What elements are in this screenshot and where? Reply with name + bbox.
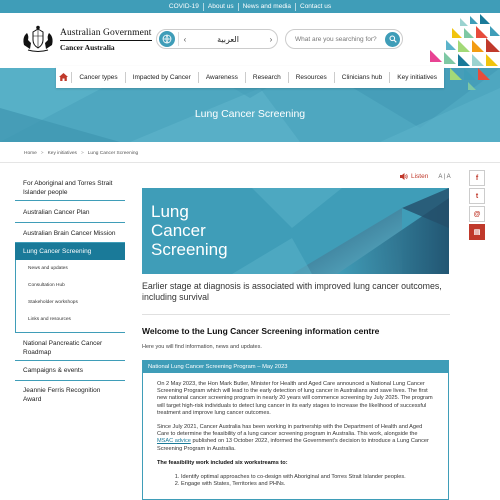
- program-body: [143, 373, 448, 496]
- breadcrumb-key-initiatives[interactable]: Key initiatives: [47, 151, 77, 156]
- language-prev-button[interactable]: ‹: [183, 34, 187, 44]
- program-paragraph: [157, 424, 434, 453]
- welcome-heading: Welcome to the Lung Cancer Screening information centre: [142, 326, 380, 336]
- logo-government-text: Australian Government: [60, 28, 152, 41]
- language-selector[interactable]: [156, 29, 278, 49]
- facebook-share-button[interactable]: [469, 170, 485, 186]
- breadcrumb-separator: >: [80, 151, 84, 156]
- utility-link-news[interactable]: News and media: [239, 3, 296, 11]
- search-icon: [389, 35, 397, 43]
- banner-title-line: Screening: [151, 240, 228, 259]
- email-icon: @: [473, 210, 481, 218]
- nav-item-key-initiatives[interactable]: Key initiatives: [389, 72, 444, 83]
- sidebar-sub-links[interactable]: Links and resources: [28, 317, 71, 322]
- program-heading: National Lung Cancer Screening Program – May 2023: [143, 361, 448, 373]
- nav-item-impacted[interactable]: Impacted by Cancer: [125, 72, 198, 83]
- search-box: [285, 29, 403, 49]
- workstreams-title: The feasibility work included six workstreams to:: [157, 459, 288, 466]
- sidebar-sub-news[interactable]: News and updates: [28, 266, 68, 271]
- welcome-subtitle: Here you will find information, news and updates.: [142, 344, 262, 350]
- language-label[interactable]: العربية: [217, 34, 239, 44]
- breadcrumb-current: Lung Cancer Screening: [87, 151, 139, 156]
- sidebar-item-brain-cancer[interactable]: Australian Brain Cancer Mission: [15, 223, 125, 243]
- listen-button[interactable]: Listen: [411, 173, 429, 180]
- msac-advice-link[interactable]: MSAC advice: [157, 438, 191, 445]
- list-item: 2. Engage with States, Territories and PHNs.: [181, 481, 434, 488]
- list-item: 1. Identify optimal approaches to co-design with Aboriginal and Torres Strait Islander peoples.: [181, 474, 434, 481]
- email-share-button[interactable]: [469, 206, 485, 222]
- text-size-toggle[interactable]: A | A: [438, 173, 451, 180]
- sidebar-subnav: [15, 260, 125, 333]
- sidebar-item-jeannie-ferris[interactable]: Jeannie Ferris Recognition Award: [23, 387, 101, 403]
- nav-item-resources[interactable]: Resources: [288, 72, 334, 83]
- nav-item-cancer-types[interactable]: Cancer types: [71, 72, 124, 83]
- twitter-icon: t: [475, 192, 479, 200]
- sidebar-sub-consultation[interactable]: Consultation Hub: [28, 283, 65, 288]
- main-navigation: [56, 66, 444, 88]
- sidebar-item-cancer-plan[interactable]: Australian Cancer Plan: [15, 201, 125, 223]
- utility-link-contact[interactable]: Contact us: [300, 2, 332, 10]
- sidebar-item-pancreatic[interactable]: National Pancreatic Cancer Roadmap: [15, 333, 125, 361]
- nav-item-research[interactable]: Research: [245, 72, 288, 83]
- sidebar-item-aboriginal[interactable]: For Aboriginal and Torres Strait Islander people: [15, 176, 125, 201]
- language-next-button[interactable]: ›: [269, 34, 273, 44]
- workstreams-list: [157, 474, 434, 488]
- breadcrumb-home[interactable]: Home: [24, 151, 37, 156]
- banner-title-line: Cancer: [151, 221, 206, 240]
- nav-item-clinicians-hub[interactable]: Clinicians hub: [334, 72, 389, 83]
- utility-link-about[interactable]: About us: [204, 3, 239, 11]
- breadcrumb: [24, 151, 138, 156]
- site-logo[interactable]: [20, 25, 152, 55]
- breadcrumb-separator: >: [40, 151, 44, 156]
- print-icon: ▤: [473, 229, 481, 236]
- sidebar-item-campaigns[interactable]: Campaigns & events: [15, 361, 125, 381]
- print-button[interactable]: [469, 224, 485, 240]
- banner-title: [151, 202, 228, 259]
- section-divider: [142, 314, 450, 315]
- program-paragraph-text: Since July 2021, Cancer Australia has been working in partnership with the Department of Health and Aged Care to determine the feasibility of a lung cancer screening program in Australia. This work, alongside the: [157, 424, 423, 438]
- program-paragraph-text: published on 13 October 2022, informed the Government's decision to introduce a Lung Cancer Screening Program in Australia.: [157, 438, 429, 452]
- home-icon: [59, 73, 68, 81]
- accessibility-tools: [400, 173, 451, 180]
- hero-title: Lung Cancer Screening: [194, 108, 306, 120]
- search-button[interactable]: [385, 32, 400, 47]
- facebook-icon: f: [475, 174, 479, 182]
- nav-item-awareness[interactable]: Awareness: [198, 72, 245, 83]
- twitter-share-button[interactable]: [469, 188, 485, 204]
- logo-agency-text: Cancer Australia: [60, 43, 115, 52]
- program-panel: [142, 360, 449, 500]
- coat-of-arms-icon: [20, 25, 56, 55]
- breadcrumb-divider: [0, 162, 500, 163]
- search-input[interactable]: [295, 36, 383, 43]
- globe-icon[interactable]: [159, 31, 175, 47]
- sidebar-nav: [15, 176, 125, 407]
- speaker-icon: [400, 173, 408, 180]
- banner-title-line: Lung: [151, 202, 189, 221]
- program-paragraph: On 2 May 2023, the Hon Mark Butler, Minister for Health and Aged Care announced a National Lung Cancer Screening Program which will lead to the early detection of lung cancer in Australians and save lives. The first new national cancer screening program in nearly 20 years will commence screening by July 2025. The program will target high-risk individuals to detect lung cancer in its early stages to increase the likelihood of successful treatment and improve lung cancer outcomes.: [157, 381, 433, 416]
- page-banner: [142, 188, 449, 274]
- utility-link-covid[interactable]: COVID-19: [165, 3, 204, 11]
- sidebar-item-lung-screening[interactable]: Lung Cancer Screening: [15, 243, 125, 260]
- intro-text: Earlier stage at diagnosis is associated with improved lung cancer outcomes, including survival: [142, 281, 442, 302]
- sidebar-sub-workshops[interactable]: Stakeholder workshops: [28, 300, 78, 305]
- share-toolbar: [469, 170, 485, 242]
- nav-home[interactable]: [56, 73, 71, 81]
